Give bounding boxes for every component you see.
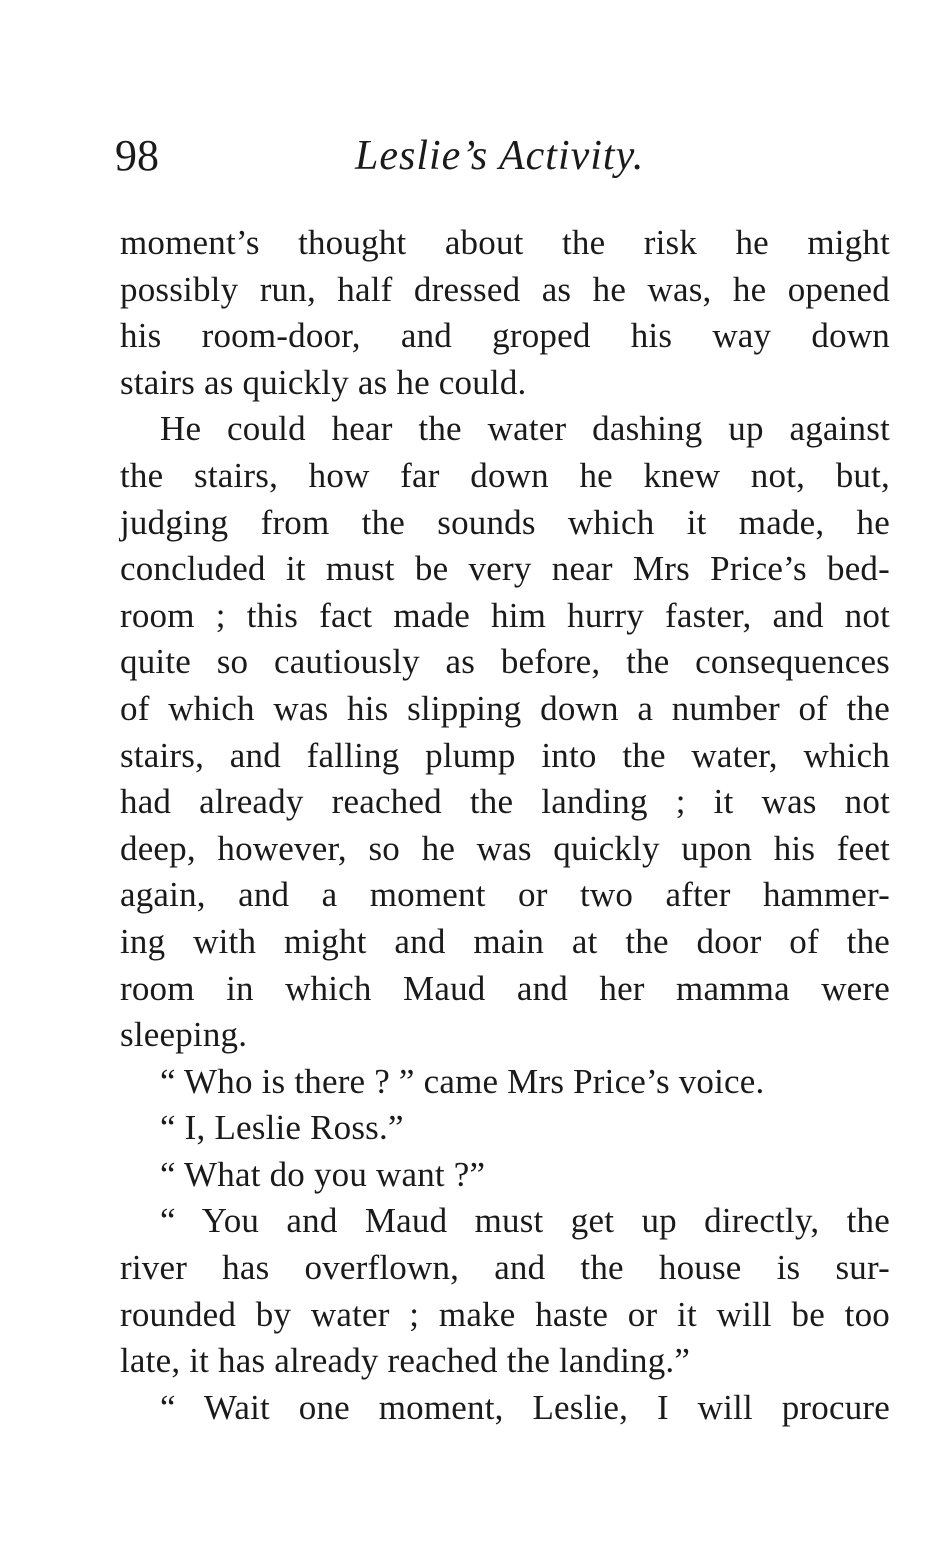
text-line: “ Wait one moment, Leslie, I will procure (160, 1387, 890, 1427)
page-number: 98 (115, 131, 159, 180)
text-line: quite so cautiously as before, the consequences (120, 642, 890, 682)
text-line: stairs, and falling plump into the water, which (120, 735, 890, 775)
text-line: river has overflown, and the house is sur- (120, 1248, 890, 1288)
text-line: stairs as quickly as he could. (120, 362, 527, 402)
text-line: rounded by water ; make haste or it will be too (120, 1294, 890, 1334)
body-text (120, 220, 890, 1431)
text-line: deep, however, so he was quickly upon his feet (120, 828, 890, 868)
text-line: moment’s thought about the risk he might (120, 223, 890, 262)
text-line: sleeping. (120, 1015, 248, 1055)
text-line: concluded it must be very near Mrs Price’s bed- (120, 549, 890, 589)
text-line: of which was his slipping down a number of the (120, 688, 890, 728)
text-line: his room-door, and groped his way down (120, 316, 890, 356)
text-line: He could hear the water dashing up against (160, 409, 890, 449)
text-line: again, and a moment or two after hammer- (120, 875, 890, 915)
text-line: had already reached the landing ; it was not (120, 782, 890, 822)
text-line: room in which Maud and her mamma were (120, 968, 890, 1008)
text-line: “ You and Maud must get up directly, the (160, 1201, 890, 1241)
header-title: Leslie’s Activity. (355, 133, 645, 179)
text-line: “ Who is there ? ” came Mrs Price’s voice. (160, 1061, 765, 1101)
text-line: possibly run, half dressed as he was, he opened (120, 269, 890, 309)
running-head (115, 128, 895, 184)
text-line: judging from the sounds which it made, he (120, 502, 890, 542)
text-line: the stairs, how far down he knew not, but, (120, 455, 890, 495)
text-line: “ What do you want ?” (160, 1154, 486, 1194)
text-line: “ I, Leslie Ross.” (160, 1108, 404, 1148)
text-line: room ; this fact made him hurry faster, and not (120, 595, 890, 635)
text-line: late, it has already reached the landing.” (120, 1341, 691, 1381)
text-line: ing with might and main at the door of the (120, 921, 890, 961)
